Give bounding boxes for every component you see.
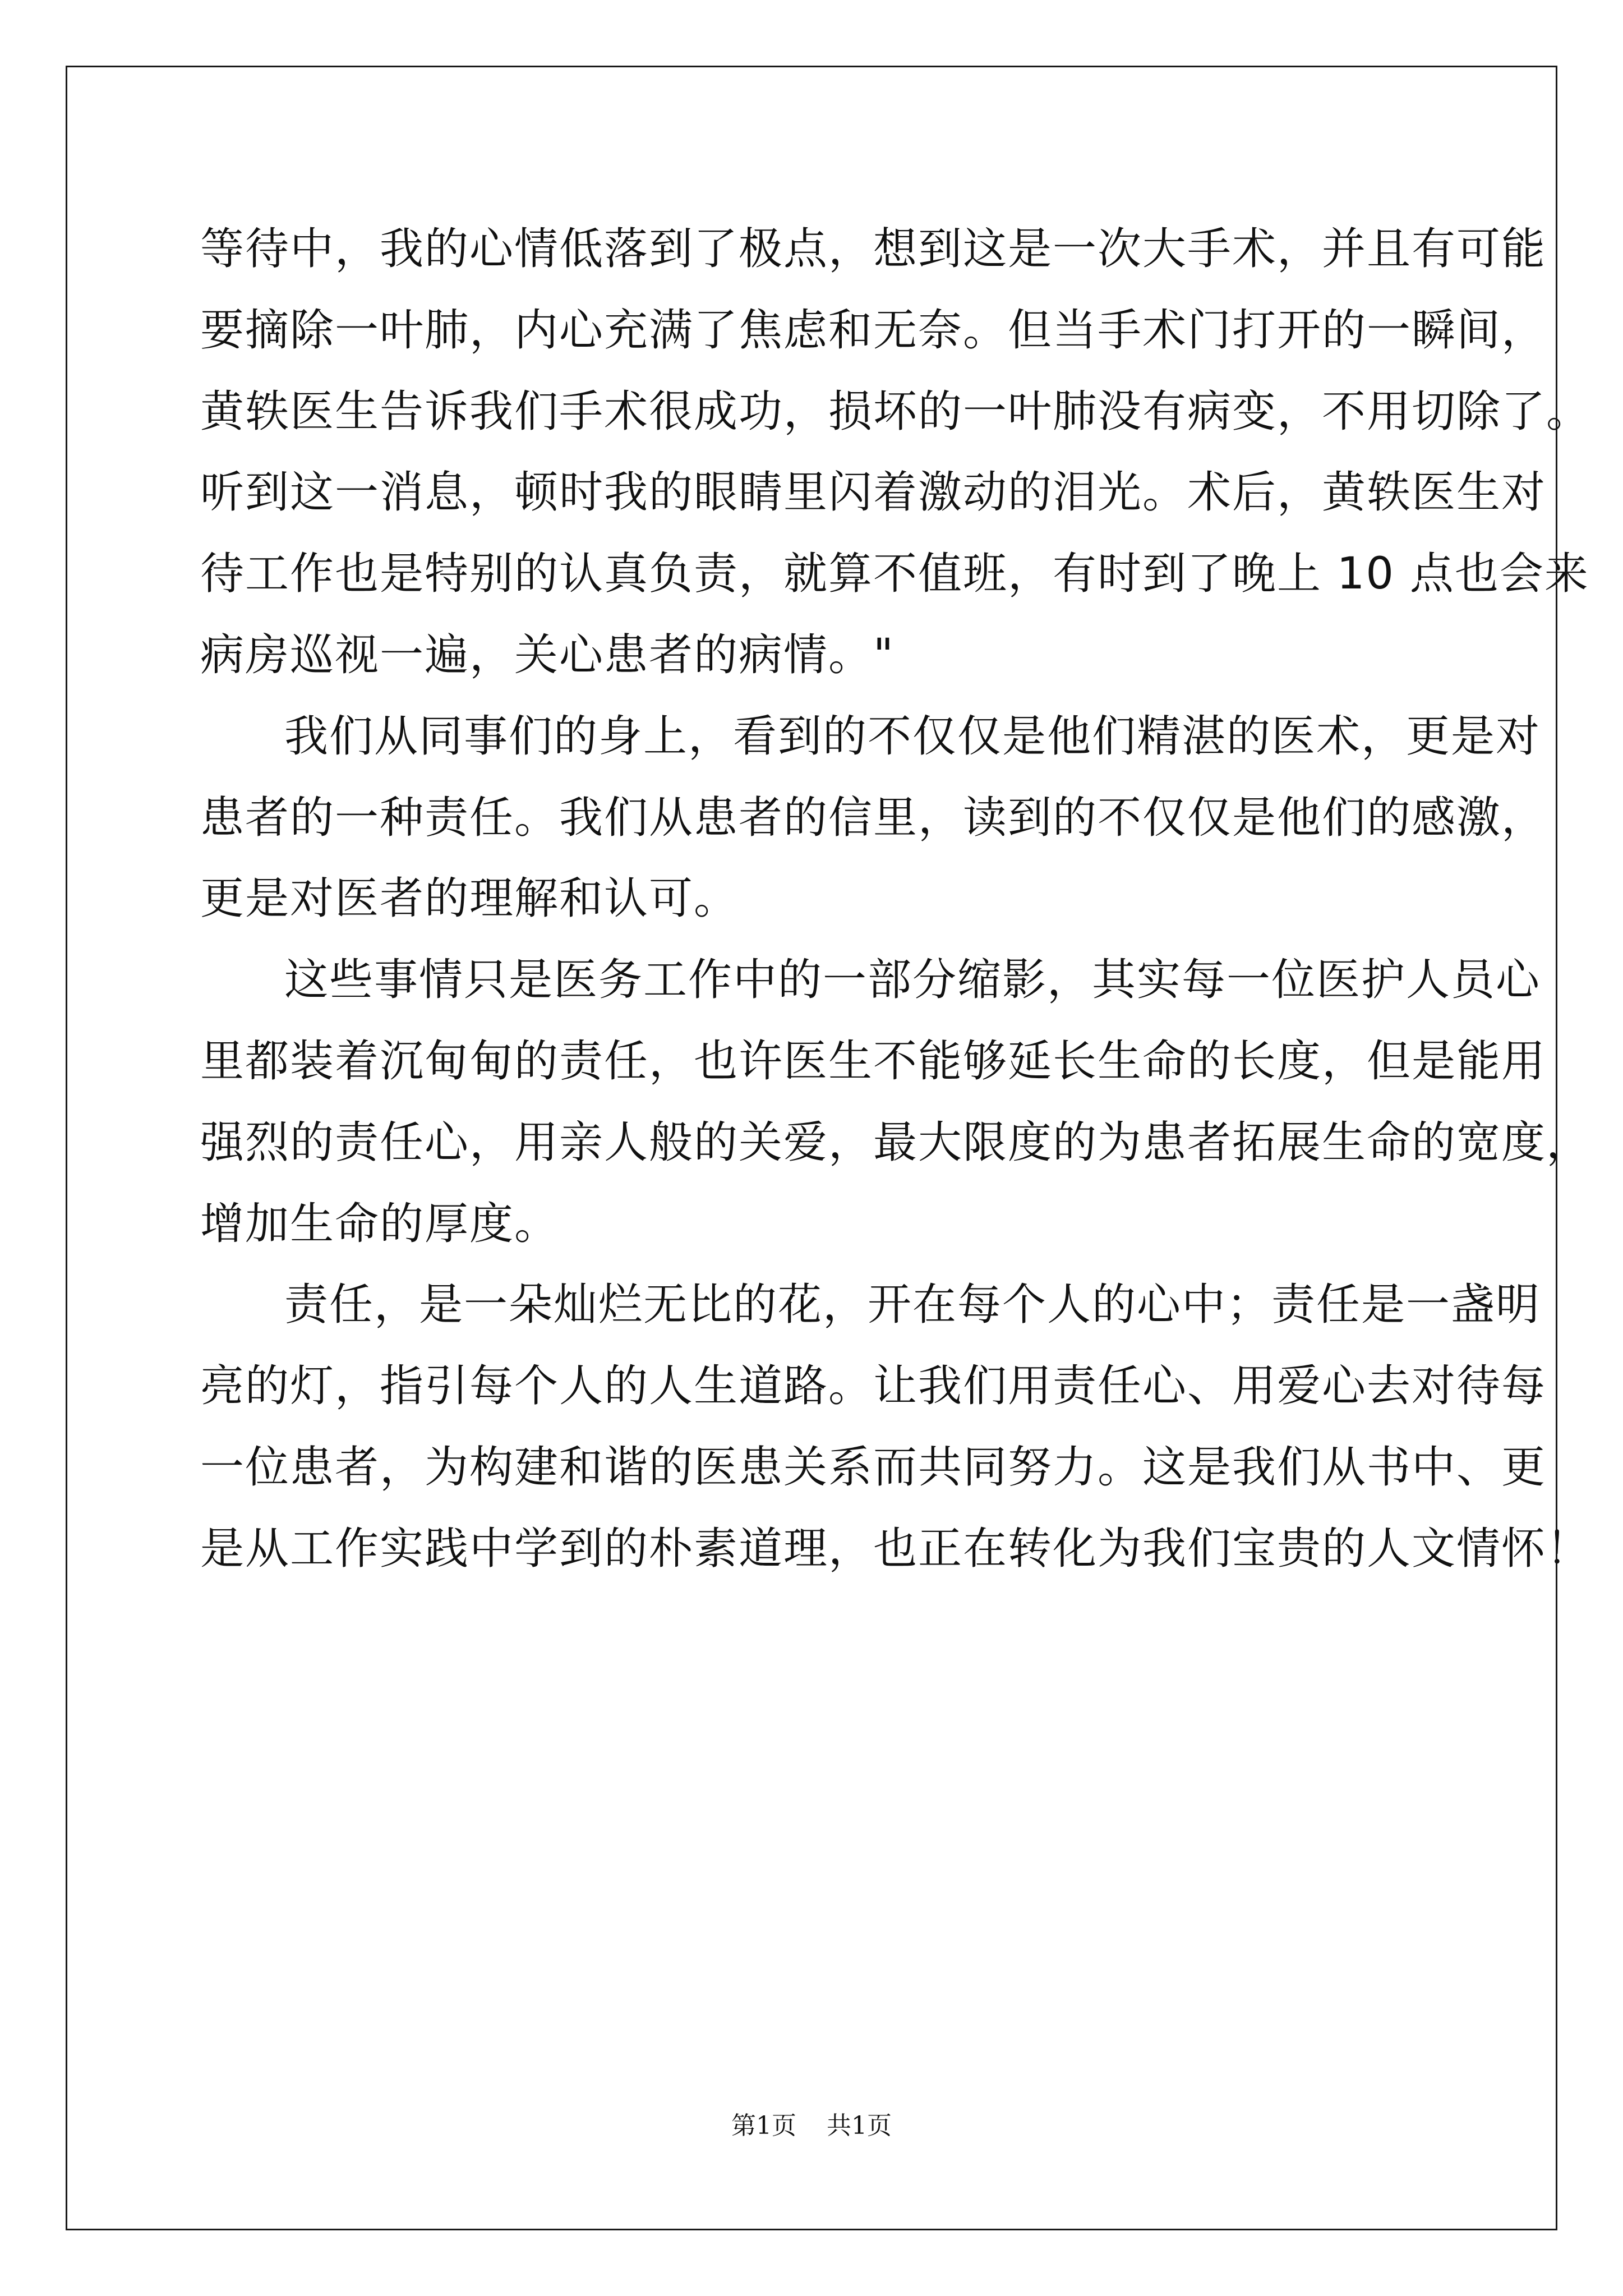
text-line: 一位患者，为构建和谐的医患关系而共同努力。这是我们从书中、更 <box>200 1442 1547 1493</box>
text-line: 黄轶医生告诉我们手术很成功，损坏的一叶肺没有病变，不用切除了。 <box>200 386 1592 437</box>
paragraph-first-line: 这些事情只是医务工作中的一部分缩影，其实每一位医护人员心 <box>284 955 1541 1006</box>
page-footer <box>0 2109 1623 2143</box>
page-total: 共1页 <box>827 2111 892 2140</box>
text-line: 强烈的责任心，用亲人般的关爱，最大限度的为患者拓展生命的宽度， <box>200 1117 1592 1168</box>
text-line: 更是对医者的理解和认可。 <box>200 873 739 924</box>
paragraph-first-line: 我们从同事们的身上，看到的不仅仅是他们精湛的医术，更是对 <box>284 711 1541 762</box>
text-line: 增加生命的厚度。 <box>200 1198 560 1249</box>
page-number: 第1页 <box>731 2111 796 2140</box>
text-line: 要摘除一叶肺，内心充满了焦虑和无奈。但当手术门打开的一瞬间， <box>200 305 1547 356</box>
text-line: 待工作也是特别的认真负责，就算不值班，有时到了晚上 10 点也会来 <box>200 549 1589 600</box>
text-line: 等待中，我的心情低落到了极点，想到这是一次大手术，并且有可能 <box>200 224 1547 274</box>
document-body <box>200 209 1592 1590</box>
text-line: 病房巡视一遍，关心患者的病情。" <box>200 629 895 680</box>
paragraph-first-line: 责任，是一朵灿烂无比的花，开在每个人的心中；责任是一盏明 <box>284 1280 1541 1331</box>
text-line: 听到这一消息，顿时我的眼睛里闪着激动的泪光。术后，黄轶医生对 <box>200 467 1547 518</box>
text-line: 患者的一种责任。我们从患者的信里，读到的不仅仅是他们的感激， <box>200 792 1547 843</box>
text-line: 是从工作实践中学到的朴素道理，也正在转化为我们宝贵的人文情怀！ <box>200 1523 1592 1574</box>
text-line: 里都装着沉甸甸的责任，也许医生不能够延长生命的长度，但是能用 <box>200 1036 1547 1087</box>
text-line: 亮的灯，指引每个人的人生道路。让我们用责任心、用爱心去对待每 <box>200 1361 1547 1412</box>
